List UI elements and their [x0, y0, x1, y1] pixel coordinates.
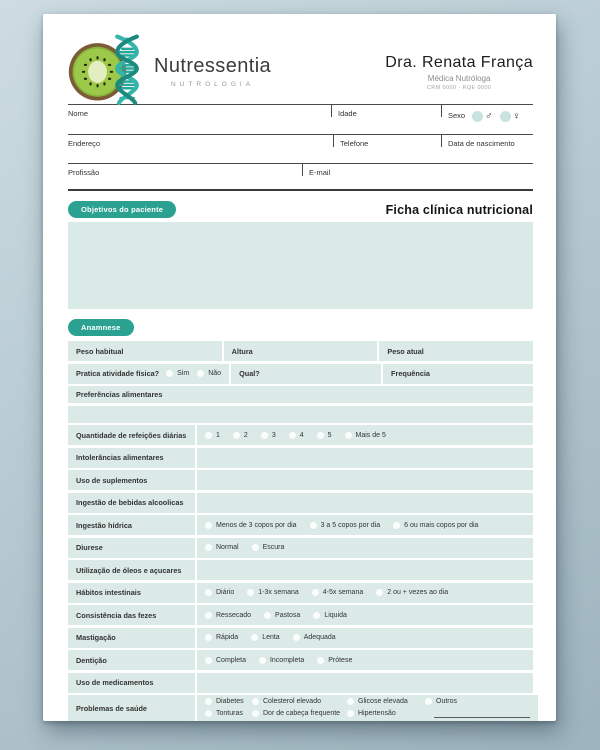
radio-option-label: Outros [436, 698, 458, 705]
write-in-area[interactable] [197, 493, 533, 513]
patient-info-fields [68, 104, 533, 191]
radio-circle[interactable] [261, 432, 268, 439]
brand-tagline: NUTROLOGIA [171, 80, 255, 88]
radio-option[interactable] [293, 634, 336, 641]
radio-option-label: 1 [216, 431, 220, 439]
table-row [68, 628, 533, 648]
radio-circle[interactable] [317, 432, 324, 439]
radio-option-label: Escura [262, 544, 285, 551]
row-options-cell [197, 425, 533, 445]
radio-circle[interactable] [264, 612, 271, 619]
radio-circle[interactable] [252, 544, 259, 551]
row-options-cell [197, 583, 533, 603]
radio-circle[interactable] [205, 522, 212, 529]
radio-circle[interactable] [252, 698, 259, 705]
table-row-health [68, 695, 533, 721]
sexo-field [441, 105, 533, 134]
radio-circle[interactable] [393, 522, 400, 529]
radio-option-label: Sim [177, 370, 190, 377]
table-row [68, 650, 533, 670]
doctor-registration: CRM 0000 - RQE 0000 [426, 84, 492, 91]
idade-label: Idade [338, 109, 357, 118]
radio-circle[interactable] [312, 589, 319, 596]
form-title: Ficha clínica nutricional [385, 202, 533, 217]
row-options-cell [197, 538, 533, 558]
radio-option-label: Dor de cabeça frequente [263, 710, 341, 717]
row-label: Preferências alimentares [76, 390, 163, 399]
radio-circle[interactable] [252, 710, 259, 717]
row-label-cell [68, 560, 195, 580]
radio-circle[interactable] [500, 111, 511, 122]
radio-option[interactable] [347, 698, 425, 705]
radio-option[interactable] [252, 710, 347, 717]
radio-circle[interactable] [347, 710, 354, 717]
idade-field[interactable] [331, 105, 441, 134]
endereco-field[interactable] [68, 135, 333, 163]
table-row [68, 605, 533, 625]
radio-circle[interactable] [251, 634, 258, 641]
radio-option[interactable] [317, 432, 332, 439]
female-icon: ♀ [512, 110, 521, 122]
qual-cell[interactable] [231, 364, 381, 384]
write-in-area[interactable] [197, 470, 533, 490]
email-field[interactable] [302, 164, 533, 189]
table-row [68, 673, 533, 693]
field-row [68, 163, 533, 189]
data-nascimento-field[interactable] [441, 135, 533, 163]
row-label: Ingestão de bebidas alcoolicas [76, 498, 184, 507]
row-label: Quantidade de refeições diárias [76, 430, 187, 440]
row-label-cell [68, 628, 195, 648]
row-label: Altura [231, 346, 253, 356]
row-label: Mastigação [76, 633, 116, 642]
radio-option-label: Menos de 3 copos por dia [216, 521, 297, 529]
radio-circle[interactable] [205, 544, 212, 551]
anamnese-table [68, 341, 533, 721]
row-label-cell [68, 493, 195, 513]
row-label: Intolerâncias alimentares [76, 453, 164, 462]
radio-option[interactable] [252, 544, 285, 551]
row-label: Uso de suplementos [76, 475, 148, 485]
radio-option[interactable] [205, 522, 297, 529]
preferencias-cell [68, 386, 533, 403]
radio-circle[interactable] [205, 634, 212, 641]
radio-option-label: Pastosa [275, 611, 301, 619]
telefone-label: Telefone [340, 139, 369, 148]
radio-option[interactable] [205, 698, 252, 705]
radio-option[interactable] [205, 657, 246, 664]
radio-circle[interactable] [247, 589, 254, 596]
radio-option[interactable] [289, 432, 304, 439]
atividade-fisica-cell [68, 364, 229, 384]
brand-logo [68, 34, 271, 108]
profissao-field[interactable] [68, 164, 302, 189]
radio-option[interactable] [205, 612, 251, 619]
radio-circle[interactable] [310, 522, 317, 529]
radio-option-label: Ressecado [216, 611, 252, 619]
radio-option-label: Lenta [262, 634, 280, 641]
row-label-cell [68, 695, 195, 721]
radio-circle[interactable] [425, 698, 432, 705]
row-label: Peso habitual [76, 346, 124, 356]
profissao-label: Profissão [68, 168, 100, 177]
sexo-label: Sexo [448, 111, 466, 120]
row-options-cell [197, 605, 533, 625]
row-options-cell [197, 650, 533, 670]
row-label: Consistência das fezes [76, 610, 157, 620]
radio-circle[interactable] [205, 432, 212, 439]
row-options-cell [197, 695, 538, 721]
radio-circle[interactable] [166, 370, 173, 377]
radio-option[interactable] [205, 432, 220, 439]
radio-circle[interactable] [205, 589, 212, 596]
radio-option-label: Adequada [303, 634, 336, 641]
radio-option[interactable] [197, 370, 221, 377]
radio-option[interactable] [261, 432, 276, 439]
radio-option-label: 6 ou mais copos por dia [404, 521, 479, 529]
radio-option-label: Glicose elevada [358, 698, 408, 705]
field-row [68, 104, 533, 134]
telefone-field[interactable] [333, 135, 441, 163]
radio-option[interactable] [233, 432, 248, 439]
row-label-cell [68, 605, 195, 625]
radio-option[interactable] [313, 612, 347, 619]
radio-option-label: Completa [216, 656, 246, 664]
radio-circle[interactable] [347, 698, 354, 705]
radio-circle[interactable] [376, 589, 383, 596]
doctor-name: Dra. Renata França [385, 53, 533, 71]
radio-option-label: Mais de 5 [355, 431, 386, 439]
form-sheet [43, 14, 556, 721]
radio-option-label: Prótese [328, 656, 353, 664]
write-in-area[interactable] [197, 448, 533, 468]
radio-option-label: 2 ou + vezes ao dia [387, 589, 449, 596]
write-in-area[interactable] [197, 673, 533, 693]
row-label: Peso atual [387, 346, 424, 356]
row-label-cell [68, 650, 195, 670]
radio-option[interactable] [317, 657, 352, 664]
radio-circle[interactable] [205, 657, 212, 664]
endereco-label: Endereço [68, 139, 101, 148]
radio-circle[interactable] [205, 710, 212, 717]
radio-circle[interactable] [293, 634, 300, 641]
row-label: Frequência [391, 369, 430, 378]
radio-circle[interactable] [205, 612, 212, 619]
radio-option-label: 3 [271, 431, 276, 439]
brand-name: Nutressentia [154, 54, 272, 77]
radio-option[interactable] [259, 657, 304, 664]
radio-option[interactable] [205, 710, 252, 717]
table-row-measures [68, 341, 533, 361]
row-label-cell [68, 470, 195, 490]
row-label-cell [68, 515, 195, 535]
radio-option[interactable] [376, 589, 448, 596]
write-in-area[interactable] [197, 560, 533, 580]
row-label-cell [68, 673, 195, 693]
outros-writein-line[interactable] [434, 709, 530, 718]
radio-option-label: 4-5x semana [322, 589, 364, 596]
radio-option[interactable] [166, 370, 189, 377]
table-row [68, 515, 533, 535]
radio-option-label: Hipertensão [358, 710, 396, 717]
row-label: Dentição [76, 655, 107, 665]
radio-circle[interactable] [197, 370, 204, 377]
row-label-cell [68, 448, 195, 468]
radio-option-label: Não [208, 370, 222, 377]
radio-circle[interactable] [313, 612, 320, 619]
radio-option-label: 5 [327, 431, 332, 439]
row-options-cell [197, 628, 533, 648]
radio-option-label: Tonturas [216, 710, 243, 717]
altura-cell[interactable] [224, 341, 378, 361]
male-icon: ♂ [485, 110, 493, 122]
table-row [68, 448, 533, 468]
radio-option[interactable] [205, 634, 238, 641]
row-label-cell [68, 583, 195, 603]
row-label: Uso de medicamentos [76, 678, 154, 687]
radio-option-label: 2 [243, 431, 248, 439]
radio-option[interactable] [312, 589, 363, 596]
radio-circle[interactable] [472, 111, 483, 122]
frequencia-cell[interactable] [383, 364, 533, 384]
row-label: Utilização de óleos e açucares [76, 565, 182, 575]
radio-circle[interactable] [233, 432, 240, 439]
radio-option-label: Diabetes [216, 698, 244, 705]
radio-option-label: Incompleta [269, 656, 305, 664]
radio-option-label: Liquida [324, 611, 347, 619]
radio-circle[interactable] [205, 698, 212, 705]
radio-option[interactable] [252, 698, 347, 705]
radio-option-label: Diário [216, 589, 235, 596]
objetivos-badge: Objetivos do paciente [68, 201, 176, 218]
row-label: Ingestão hídrica [76, 520, 132, 530]
form-header [68, 38, 533, 104]
anamnese-section-head [68, 317, 533, 336]
kiwi-dna-logo-icon [68, 34, 150, 108]
radio-option[interactable] [345, 432, 386, 439]
row-label: Problemas de saúde [76, 703, 147, 713]
doctor-title: Médica Nutróloga [427, 73, 491, 83]
anamnese-badge: Anamnese [68, 319, 134, 336]
radio-option[interactable] [393, 522, 478, 529]
nome-field[interactable] [68, 105, 331, 134]
field-row [68, 134, 533, 163]
radio-option[interactable] [264, 612, 300, 619]
email-label: E-mail [309, 168, 331, 177]
doctor-info [385, 52, 533, 91]
table-row-preferences-writein [68, 406, 533, 423]
row-label: Pratica atividade física? [76, 369, 160, 378]
objetivos-writein-area[interactable] [68, 222, 533, 309]
radio-option[interactable] [205, 589, 234, 596]
table-row [68, 425, 533, 445]
radio-circle[interactable] [259, 657, 266, 664]
row-label: Qual? [239, 369, 260, 378]
table-row [68, 493, 533, 513]
radio-circle[interactable] [289, 432, 296, 439]
nome-label: Nome [68, 109, 89, 118]
peso-atual-cell[interactable] [379, 341, 533, 361]
peso-habitual-cell[interactable] [68, 341, 222, 361]
radio-option-label: 4 [299, 431, 304, 439]
radio-option[interactable] [205, 544, 239, 551]
radio-circle[interactable] [345, 432, 352, 439]
radio-option-label: Colesterol elevado [263, 698, 321, 705]
table-row [68, 560, 533, 580]
row-label: Hábitos intestinais [76, 588, 141, 597]
row-label: Diurese [76, 543, 103, 552]
radio-option[interactable] [310, 522, 381, 529]
sexo-male-option[interactable] [472, 111, 493, 122]
radio-circle[interactable] [317, 657, 324, 664]
row-options-cell [197, 515, 533, 535]
table-row [68, 538, 533, 558]
sexo-female-option[interactable] [500, 111, 521, 122]
row-label-cell [68, 425, 195, 445]
radio-option-label: 3 a 5 copos por dia [320, 521, 381, 529]
table-row-activity [68, 364, 533, 384]
table-row [68, 470, 533, 490]
radio-option-label: 1-3x semana [258, 589, 299, 596]
row-label-cell [68, 538, 195, 558]
table-row [68, 583, 533, 603]
write-in-area[interactable] [68, 406, 533, 423]
radio-option[interactable] [247, 589, 298, 596]
radio-option[interactable] [251, 634, 280, 641]
radio-option[interactable] [347, 710, 425, 717]
radio-option-label: Rápida [216, 634, 239, 641]
radio-option-label: Normal [216, 544, 239, 551]
data-nascimento-label: Data de nascimento [448, 139, 515, 148]
radio-option[interactable] [425, 698, 530, 705]
objetivos-section-head [68, 201, 533, 218]
table-row-preferences [68, 386, 533, 403]
